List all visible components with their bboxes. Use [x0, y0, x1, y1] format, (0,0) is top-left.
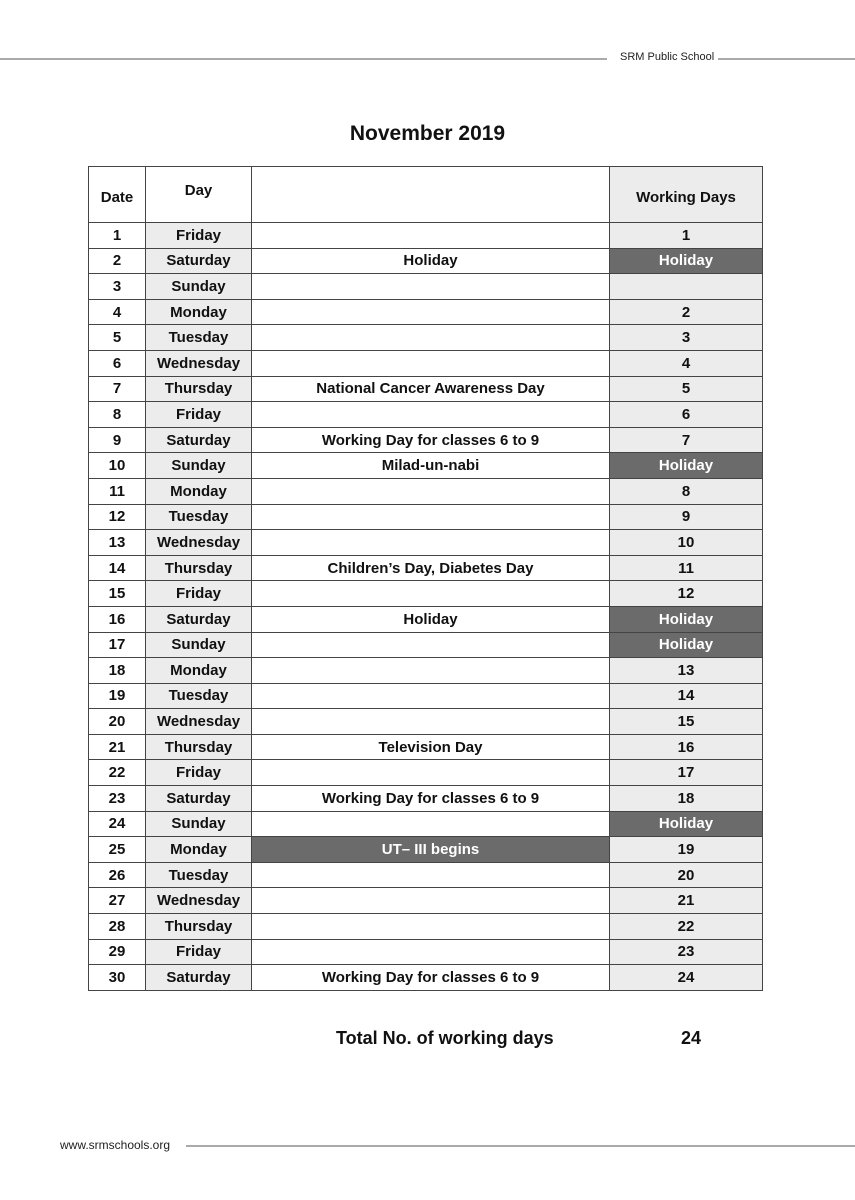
event-cell: [252, 223, 610, 249]
table-row: [89, 274, 763, 300]
event-cell: [252, 658, 610, 684]
event-cell: [252, 299, 610, 325]
date-cell: 12: [89, 504, 146, 530]
working-day-cell: Holiday: [610, 248, 763, 274]
date-cell: 28: [89, 914, 146, 940]
date-cell: 24: [89, 811, 146, 837]
event-cell: [252, 478, 610, 504]
table-row: [89, 581, 763, 607]
working-day-cell: 6: [610, 402, 763, 428]
table-row: [89, 888, 763, 914]
working-day-cell: Holiday: [610, 606, 763, 632]
working-day-cell: [610, 274, 763, 300]
event-cell: Children’s Day, Diabetes Day: [252, 555, 610, 581]
event-cell: [252, 402, 610, 428]
date-cell: 6: [89, 350, 146, 376]
event-cell: [252, 760, 610, 786]
day-cell: Monday: [146, 299, 252, 325]
date-cell: 17: [89, 632, 146, 658]
working-day-cell: 20: [610, 862, 763, 888]
day-cell: Wednesday: [146, 709, 252, 735]
table-row: [89, 350, 763, 376]
date-cell: 14: [89, 555, 146, 581]
day-cell: Thursday: [146, 734, 252, 760]
date-cell: 16: [89, 606, 146, 632]
day-cell: Saturday: [146, 606, 252, 632]
date-cell: 21: [89, 734, 146, 760]
day-cell: Friday: [146, 402, 252, 428]
event-cell: [252, 811, 610, 837]
day-cell: Tuesday: [146, 504, 252, 530]
date-cell: 23: [89, 786, 146, 812]
day-cell: Monday: [146, 478, 252, 504]
table-row: [89, 606, 763, 632]
day-cell: Sunday: [146, 632, 252, 658]
event-cell: [252, 914, 610, 940]
date-cell: 8: [89, 402, 146, 428]
day-cell: Saturday: [146, 427, 252, 453]
event-cell: [252, 274, 610, 300]
event-cell: National Cancer Awareness Day: [252, 376, 610, 402]
date-cell: 27: [89, 888, 146, 914]
day-cell: Saturday: [146, 786, 252, 812]
table-row: [89, 555, 763, 581]
header-rule-left: [0, 58, 607, 60]
working-day-cell: 9: [610, 504, 763, 530]
event-cell: [252, 888, 610, 914]
day-cell: Wednesday: [146, 350, 252, 376]
column-header-day: Day: [146, 167, 252, 223]
working-day-cell: Holiday: [610, 453, 763, 479]
table-row: [89, 862, 763, 888]
header-rule-right: [718, 58, 855, 60]
table-row: [89, 248, 763, 274]
event-cell: UT– III begins: [252, 837, 610, 863]
working-day-cell: 15: [610, 709, 763, 735]
date-cell: 4: [89, 299, 146, 325]
event-cell: Holiday: [252, 606, 610, 632]
day-cell: Wednesday: [146, 530, 252, 556]
working-day-cell: 7: [610, 427, 763, 453]
working-day-cell: 16: [610, 734, 763, 760]
event-cell: Working Day for classes 6 to 9: [252, 786, 610, 812]
day-cell: Saturday: [146, 248, 252, 274]
table-row: [89, 632, 763, 658]
working-day-cell: 18: [610, 786, 763, 812]
date-cell: 22: [89, 760, 146, 786]
date-cell: 9: [89, 427, 146, 453]
event-cell: [252, 939, 610, 965]
total-value: 24: [681, 1028, 702, 1048]
date-cell: 1: [89, 223, 146, 249]
day-cell: Monday: [146, 658, 252, 684]
table-row: [89, 914, 763, 940]
column-header-date: Date: [89, 167, 146, 223]
event-cell: [252, 530, 610, 556]
date-cell: 11: [89, 478, 146, 504]
working-day-cell: Holiday: [610, 632, 763, 658]
table-row: [89, 478, 763, 504]
day-cell: Tuesday: [146, 862, 252, 888]
event-cell: [252, 632, 610, 658]
day-cell: Wednesday: [146, 888, 252, 914]
footer-rule: [186, 1145, 855, 1147]
column-header-event: [252, 167, 610, 223]
table-row: [89, 811, 763, 837]
school-name: SRM Public School: [620, 51, 715, 63]
day-cell: Monday: [146, 837, 252, 863]
date-cell: 29: [89, 939, 146, 965]
table-row: [89, 786, 763, 812]
date-cell: 20: [89, 709, 146, 735]
day-cell: Sunday: [146, 274, 252, 300]
date-cell: 25: [89, 837, 146, 863]
working-day-cell: 12: [610, 581, 763, 607]
event-cell: Holiday: [252, 248, 610, 274]
day-cell: Saturday: [146, 965, 252, 991]
footer-website: www.srmschools.org: [60, 1138, 171, 1152]
working-day-cell: 21: [610, 888, 763, 914]
table-row: [89, 683, 763, 709]
date-cell: 10: [89, 453, 146, 479]
table-row: [89, 453, 763, 479]
day-cell: Friday: [146, 223, 252, 249]
working-day-cell: 11: [610, 555, 763, 581]
working-day-cell: 3: [610, 325, 763, 351]
day-cell: Thursday: [146, 914, 252, 940]
date-cell: 19: [89, 683, 146, 709]
event-cell: [252, 683, 610, 709]
date-cell: 3: [89, 274, 146, 300]
table-row: [89, 734, 763, 760]
day-cell: Sunday: [146, 453, 252, 479]
event-cell: [252, 350, 610, 376]
table-row: [89, 376, 763, 402]
day-cell: Tuesday: [146, 325, 252, 351]
table-row: [89, 530, 763, 556]
date-cell: 5: [89, 325, 146, 351]
table-header-row: [89, 167, 763, 223]
date-cell: 7: [89, 376, 146, 402]
table-row: [89, 658, 763, 684]
table-row: [89, 402, 763, 428]
table-row: [89, 223, 763, 249]
event-cell: Working Day for classes 6 to 9: [252, 965, 610, 991]
table-row: [89, 760, 763, 786]
event-cell: Milad-un-nabi: [252, 453, 610, 479]
event-cell: [252, 709, 610, 735]
event-cell: Television Day: [252, 734, 610, 760]
day-cell: Friday: [146, 939, 252, 965]
event-cell: [252, 862, 610, 888]
event-cell: [252, 504, 610, 530]
calendar-table: [88, 166, 763, 991]
event-cell: [252, 325, 610, 351]
day-cell: Friday: [146, 760, 252, 786]
date-cell: 30: [89, 965, 146, 991]
working-day-cell: 22: [610, 914, 763, 940]
table-row: [89, 939, 763, 965]
working-day-cell: 23: [610, 939, 763, 965]
table-row: [89, 299, 763, 325]
event-cell: Working Day for classes 6 to 9: [252, 427, 610, 453]
working-day-cell: 8: [610, 478, 763, 504]
day-cell: Tuesday: [146, 683, 252, 709]
working-day-cell: 10: [610, 530, 763, 556]
day-cell: Thursday: [146, 555, 252, 581]
working-day-cell: 1: [610, 223, 763, 249]
column-header-working-days: Working Days: [610, 167, 763, 223]
date-cell: 13: [89, 530, 146, 556]
working-day-cell: 5: [610, 376, 763, 402]
working-day-cell: 24: [610, 965, 763, 991]
working-day-cell: 14: [610, 683, 763, 709]
table-row: [89, 965, 763, 991]
day-cell: Sunday: [146, 811, 252, 837]
date-cell: 15: [89, 581, 146, 607]
table-row: [89, 325, 763, 351]
event-cell: [252, 581, 610, 607]
working-day-cell: Holiday: [610, 811, 763, 837]
table-row: [89, 504, 763, 530]
day-cell: Thursday: [146, 376, 252, 402]
working-day-cell: 19: [610, 837, 763, 863]
working-day-cell: 13: [610, 658, 763, 684]
day-cell: Friday: [146, 581, 252, 607]
working-day-cell: 4: [610, 350, 763, 376]
working-day-cell: 17: [610, 760, 763, 786]
table-row: [89, 837, 763, 863]
total-label: Total No. of working days: [336, 1028, 554, 1048]
date-cell: 18: [89, 658, 146, 684]
date-cell: 26: [89, 862, 146, 888]
table-row: [89, 427, 763, 453]
table-row: [89, 709, 763, 735]
page-title: November 2019: [349, 122, 506, 145]
working-day-cell: 2: [610, 299, 763, 325]
date-cell: 2: [89, 248, 146, 274]
